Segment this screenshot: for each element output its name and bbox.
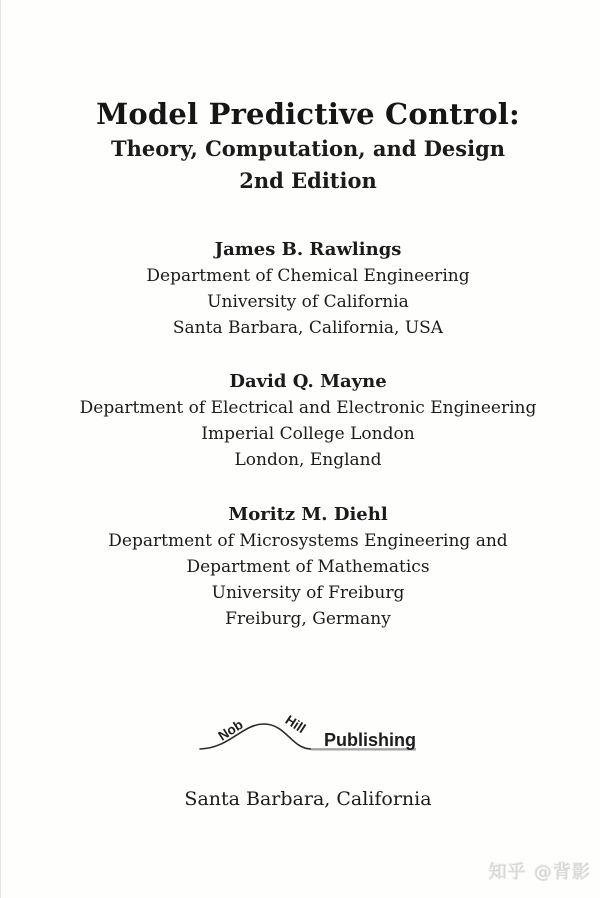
- logo-word-nob: Nob: [215, 716, 246, 744]
- author-block-mayne: [15, 369, 600, 473]
- publisher-logo: [15, 702, 600, 754]
- author-block-rawlings: [15, 237, 600, 341]
- affiliation-line: Department of Electrical and Electronic Engineering: [79, 398, 537, 418]
- affiliation-line: Department of Microsystems Engineering and: [108, 531, 508, 551]
- affiliation-line: University of California: [207, 292, 409, 312]
- book-title: Model Predictive Control:: [96, 97, 520, 131]
- title-page-content: [1, 0, 600, 813]
- author-name: Moritz M. Diehl: [228, 504, 388, 525]
- author-name: James B. Rawlings: [214, 239, 402, 260]
- nob-hill-logo-icon: [197, 702, 419, 754]
- author-name: David Q. Mayne: [229, 371, 387, 392]
- affiliation-line: Freiburg, Germany: [225, 609, 391, 629]
- publisher-name: Publishing: [324, 730, 416, 750]
- title-block: [15, 0, 600, 197]
- book-subtitle: Theory, Computation, and Design: [110, 136, 506, 161]
- logo-word-hill: Hill: [282, 712, 309, 737]
- affiliation-line: Department of Mathematics: [186, 557, 430, 577]
- author-block-diehl: [15, 502, 600, 632]
- affiliation-line: Department of Chemical Engineering: [146, 266, 470, 286]
- book-edition: 2nd Edition: [239, 168, 377, 193]
- affiliation-line: Santa Barbara, California, USA: [172, 318, 444, 338]
- affiliation-line: University of Freiburg: [211, 583, 405, 603]
- zhihu-watermark: 知乎 @背影: [488, 862, 591, 883]
- affiliation-line: London, England: [234, 450, 382, 470]
- affiliation-line: Imperial College London: [201, 424, 415, 444]
- publisher-location: Santa Barbara, California: [184, 788, 432, 810]
